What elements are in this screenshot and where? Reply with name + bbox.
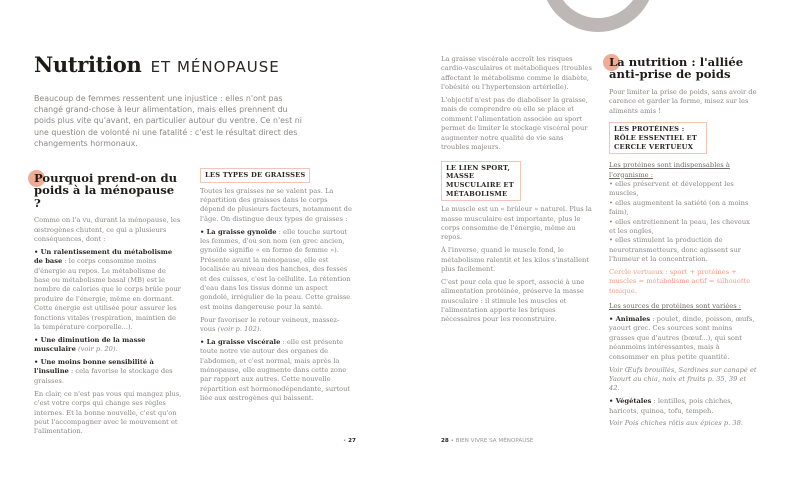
section-heading: La nutrition : l'alliée anti-prise de poids [609,56,757,81]
paragraph: La graisse viscérale accroît les risques cardio-vasculaires et métaboliques (troubles affectant le métabolisme comme le diabète, l'obésité ou l'hypertension artérielle). [441,55,592,92]
section-heading: Pourquoi prend-on du poids à la ménopause ? [34,172,182,209]
bullet: • Végétales : lentilles, pois chiches, haricots, quinoa, tofu, tempeh. [609,397,733,415]
paragraph: En clair, ce n'est pas vous qui mangez plus, c'est votre corps qui change ses règles internes. Et la bonne nouvelle, c'est qu'on peut l'accompagner avec le mouvement et l'alimentation. [34,389,182,436]
paragraph: L'objectif n'est pas de diaboliser la graisse, mais de comprendre où elle se place et comment l'alimentation associée au sport permet de limiter le stockage viscéral pour augmenter notre qualité de vie sans troubles majeurs. [441,96,588,152]
column-2 [200,168,353,407]
bullet: • Animales : poulet, dinde, poisson, œufs, yaourt grec. Ces sources sont moins grasses que d'autres (bœuf...), qui sont néanmoins intéressantes, mais à consommer en plus petite quantité. [609,315,755,361]
section-box-heading: LE LIEN SPORT, MASSE MUSCULAIRE ET MÉTABOLISME [441,161,521,201]
page-title [34,52,280,77]
list: Les protéines sont indispensables à l'organisme : • elles préservent et développent les muscles, • elles augmentent la satiété (on a moins faim), • elles entretiennent la peau, les cheveux et les ongles, • elles stimulent la production de neurotransmetteurs, donc agissent sur l'humeur et la concentration. [609,161,750,264]
paragraph: À l'inverse, quand le muscle fond, le métabolisme ralentit et les kilos s'installent plus facilement. [441,246,590,274]
paragraph: Pour favoriser le retour veineux, massez-vous (voir p. 102). [200,315,340,334]
title-light: ET MÉNOPAUSE [150,58,280,76]
section-box-heading: LES PROTÉINES : RÔLE ESSENTIEL ET CERCLE VERTUEUX [609,122,707,154]
paragraph: Toutes les graisses ne se valent pas. La répartition des graisses dans le corps dépend de plusieurs facteurs, notamment de l'âge. On distingue deux types de graisses : [200,186,352,223]
column-4 [609,56,757,432]
reference: Voir Pois chiches rôtis aux épices p. 38. [609,419,744,428]
folio-right: 28 • BIEN VIVRE SA MÉNOPAUSE [441,438,534,444]
paragraph: Comme on l'a vu, durant la ménopause, les œstrogènes chutent, ce qui a plusieurs conséquences, dont : [34,216,181,244]
title-bold: Nutrition [34,52,142,77]
paragraph: Pour limiter la prise de poids, sans avoir de carence et garder la forme, misez sur les aliments amis ! [609,87,757,115]
decorative-arc [541,0,655,32]
bullet: • La graisse gynoïde : elle touche surtout les femmes, d'où son nom (en grec ancien, gynoïde signifie « en forme de femme »). Présente avant la ménopause, elle est localisée au niveau des hanches, des fesses et des cuisses, c'est la cellulite. La rétention d'eau dans les tissus donne un aspect gondolé, irrégulier de la peau. Cette graisse est moins dangereuse pour la santé. [200,227,351,311]
column-3 [441,55,593,328]
paragraph: C'est pour cela que le sport, associé à une alimentation protéinée, préserve la masse musculaire : il stimule les muscles et l'alimentation apporte les briques nécessaires pour les reconstruire. [441,277,585,324]
bullet: • Une diminution de la masse musculaire (voir p. 20). [34,335,146,354]
bullet: • Un ralentissement du métabolisme de base : le corps consomme moins d'énergie au repos. Le métabolisme de base ou métabolisme basal (MB) est le nombre de calories que le corps brûle pour produire de l'énergie, même en dormant. Cette énergie est utilisée pour assurer les fonctions vitales (respiration, maintien de la température corporelle...). [34,247,181,332]
bullet: • Une moins bonne sensibilité à l'insuline : cela favorise le stockage des graisses. [34,358,173,385]
subheading: Les sources de protéines sont variées : [609,302,742,311]
folio-left: • 27 [343,438,356,444]
bullet: • La graisse viscérale : elle est présente toute notre vie autour des organes de l'abdomen, et c'est normal, mais après la ménopause, elle augmente dans cette zone par rapport aux autres. Cette nouvelle répartition est hormonodépendante, surtout liée aux œstrogènes qui baissent. [200,337,351,403]
paragraph: Le muscle est un « brûleur » naturel. Plus la masse musculaire est importante, plus le corps consomme de l'énergie, même au repos. [441,205,592,242]
intro-paragraph: Beaucoup de femmes ressentent une injustice : elles n'ont pas changé grand-chose à leur alimentation, mais elles prennent du poids plus vite qu'avant, en particulier autour du ventre. Ce n'est ni une question de volonté ni une fatalité : c'est le résultat direct des changements hormonaux. [34,94,302,148]
column-1 [34,172,182,440]
reference: Voir Œufs brouillés, Sardines sur canapé et Yaourt au chia, noix et fruits p. 35, 39 et 42. [609,365,757,393]
accent-callout: Cercle vertueux : sport + protéines + muscles = métabolisme actif = silhouette tonique. [609,268,751,295]
section-box-heading: LES TYPES DE GRAISSES [200,168,310,183]
